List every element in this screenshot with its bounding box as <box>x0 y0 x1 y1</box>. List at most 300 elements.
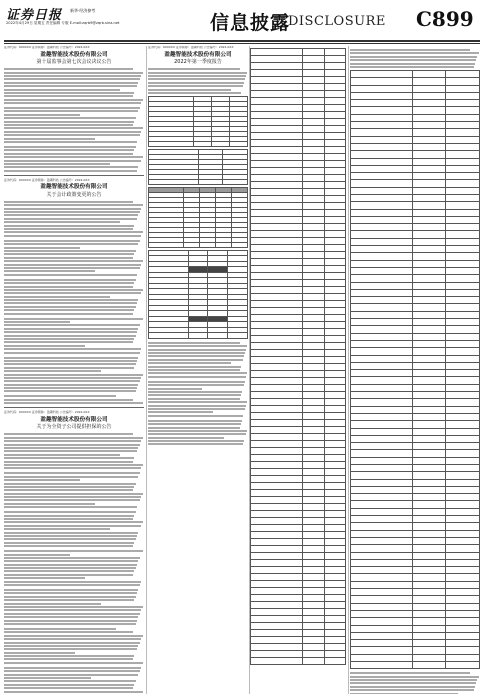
text-line <box>4 274 137 276</box>
report-body <box>148 68 248 94</box>
table-cell <box>412 406 446 413</box>
table-cell <box>446 370 480 377</box>
table-cell <box>324 427 345 434</box>
table-cell <box>446 443 480 450</box>
table-cell <box>324 420 345 427</box>
text-line <box>4 131 141 133</box>
text-line <box>4 170 137 172</box>
table-cell <box>412 377 446 384</box>
text-line <box>148 366 241 368</box>
table-row <box>251 49 346 56</box>
table-cell <box>351 559 413 566</box>
table-cell <box>324 378 345 385</box>
table-cell <box>446 355 480 362</box>
table-cell <box>446 362 480 369</box>
table-cell <box>324 175 345 182</box>
table-cell <box>303 224 324 231</box>
table-cell <box>351 151 413 158</box>
table-cell <box>351 610 413 617</box>
text-line <box>4 658 133 660</box>
table-cell <box>251 133 303 140</box>
text-line <box>148 376 246 378</box>
text-line <box>4 225 134 227</box>
table-cell <box>251 434 303 441</box>
table-cell <box>446 537 480 544</box>
table-cell <box>303 203 324 210</box>
table-cell <box>303 385 324 392</box>
table-row <box>351 647 480 654</box>
table-row <box>251 497 346 504</box>
table-cell <box>412 654 446 661</box>
table-cell <box>303 623 324 630</box>
table-row <box>251 637 346 644</box>
text-line <box>4 648 137 650</box>
table-cell <box>446 486 480 493</box>
table-row <box>251 574 346 581</box>
table-row <box>351 377 480 384</box>
table-cell <box>303 217 324 224</box>
table-row <box>351 136 480 143</box>
table-cell <box>412 413 446 420</box>
table-cell <box>351 129 413 136</box>
text-line <box>4 240 140 242</box>
table-cell <box>351 231 413 238</box>
table-row <box>351 70 480 77</box>
table-row <box>351 559 480 566</box>
text-line <box>4 677 91 679</box>
table-cell <box>351 319 413 326</box>
table-cell <box>412 326 446 333</box>
table-cell <box>303 210 324 217</box>
table-cell <box>412 224 446 231</box>
text-line <box>350 672 470 674</box>
table-cell <box>251 469 303 476</box>
table-cell <box>351 100 413 107</box>
table-cell <box>324 532 345 539</box>
table-cell <box>303 378 324 385</box>
text-line <box>148 443 243 445</box>
table-row <box>351 246 480 253</box>
text-line <box>4 535 137 537</box>
text-line <box>4 218 137 220</box>
table-row <box>251 287 346 294</box>
table-cell <box>251 602 303 609</box>
table-cell <box>251 238 303 245</box>
table-cell <box>303 637 324 644</box>
table-cell <box>446 348 480 355</box>
table-cell <box>303 245 324 252</box>
table-cell <box>251 504 303 511</box>
table-row <box>251 245 346 252</box>
table-cell <box>303 427 324 434</box>
text-line <box>4 662 143 664</box>
table-cell <box>324 434 345 441</box>
table-cell <box>223 179 248 184</box>
table-row <box>351 589 480 596</box>
table-cell <box>351 78 413 85</box>
table-cell <box>351 370 413 377</box>
table-cell <box>251 126 303 133</box>
table-row <box>251 525 346 532</box>
table-cell <box>251 210 303 217</box>
table-cell <box>351 413 413 420</box>
table-cell <box>351 472 413 479</box>
table-cell <box>251 455 303 462</box>
table-row <box>251 490 346 497</box>
table-cell <box>303 336 324 343</box>
text-line <box>350 52 479 54</box>
table-row <box>351 567 480 574</box>
table-row <box>351 479 480 486</box>
text-line <box>4 483 136 485</box>
table-cell <box>251 343 303 350</box>
table-row <box>251 161 346 168</box>
table-row <box>351 508 480 515</box>
table-cell <box>324 308 345 315</box>
column-d <box>350 46 480 694</box>
table-cell <box>324 567 345 574</box>
table-cell <box>251 175 303 182</box>
table-row <box>351 581 480 588</box>
table-cell <box>446 632 480 639</box>
table-cell <box>303 553 324 560</box>
table-cell <box>303 168 324 175</box>
table-cell <box>446 326 480 333</box>
text-line <box>4 89 120 91</box>
text-line <box>4 542 134 544</box>
table-cell <box>412 464 446 471</box>
table-cell <box>351 92 413 99</box>
table-cell <box>324 560 345 567</box>
table-cell <box>251 546 303 553</box>
table-cell <box>412 494 446 501</box>
table-cell <box>351 567 413 574</box>
table-cell <box>251 147 303 154</box>
table-cell <box>412 370 446 377</box>
table-cell <box>324 553 345 560</box>
table-cell <box>303 98 324 105</box>
text-line <box>4 102 141 104</box>
table-row <box>251 357 346 364</box>
table-cell <box>351 435 413 442</box>
table-cell <box>324 644 345 651</box>
table-row <box>251 280 346 287</box>
table-cell <box>412 508 446 515</box>
table-cell <box>412 537 446 544</box>
table-cell <box>351 122 413 129</box>
table-cell <box>303 77 324 84</box>
page-number: C899 <box>416 7 474 31</box>
text-line <box>4 447 138 449</box>
table-row <box>351 319 480 326</box>
table-row <box>351 625 480 632</box>
table-cell <box>446 107 480 114</box>
table-cell <box>446 129 480 136</box>
table-cell <box>251 567 303 574</box>
text-line <box>4 286 133 288</box>
table-cell <box>303 273 324 280</box>
table-cell <box>351 574 413 581</box>
table-cell <box>324 56 345 63</box>
table-cell <box>324 392 345 399</box>
table-row <box>251 399 346 406</box>
table-cell <box>351 632 413 639</box>
table-cell <box>251 658 303 665</box>
table-cell <box>193 141 211 146</box>
text-line <box>4 464 143 466</box>
text-line <box>4 581 141 583</box>
table-cell <box>251 329 303 336</box>
text-line <box>4 402 143 404</box>
table-cell <box>446 625 480 632</box>
text-line <box>4 360 137 362</box>
table-cell <box>303 392 324 399</box>
table-cell <box>446 114 480 121</box>
table-cell <box>412 202 446 209</box>
table-cell <box>303 259 324 266</box>
table-cell <box>446 158 480 165</box>
table-cell <box>324 602 345 609</box>
text-line <box>4 554 70 556</box>
notice-separator <box>4 175 144 176</box>
text-line <box>4 518 133 520</box>
text-line <box>4 264 141 266</box>
table-cell <box>351 545 413 552</box>
table-cell <box>251 161 303 168</box>
table-cell <box>324 189 345 196</box>
table-cell <box>303 476 324 483</box>
table-row <box>351 165 480 172</box>
text-line <box>148 359 243 361</box>
table-cell <box>412 260 446 267</box>
table-row <box>251 336 346 343</box>
report-tables <box>148 96 248 339</box>
text-line <box>4 567 136 569</box>
text-line <box>148 388 202 390</box>
table-row <box>251 595 346 602</box>
table-row <box>251 441 346 448</box>
table-cell <box>446 530 480 537</box>
text-line <box>148 82 244 84</box>
table-cell <box>303 497 324 504</box>
table-row <box>351 209 480 216</box>
text-line <box>4 592 137 594</box>
table-row <box>351 202 480 209</box>
table-cell <box>446 501 480 508</box>
table-cell <box>251 259 303 266</box>
text-line <box>4 228 133 230</box>
text-line <box>4 363 136 365</box>
table-row <box>351 406 480 413</box>
table-cell <box>351 530 413 537</box>
table-row <box>351 187 480 194</box>
table-cell <box>303 49 324 56</box>
report-body <box>148 342 248 446</box>
text-line <box>4 289 143 291</box>
table-cell <box>251 231 303 238</box>
table-row <box>351 662 480 669</box>
table-cell <box>251 511 303 518</box>
table-cell <box>446 319 480 326</box>
table-cell <box>303 140 324 147</box>
text-line <box>4 146 136 148</box>
table-cell <box>303 455 324 462</box>
table-cell <box>324 448 345 455</box>
table-cell <box>351 399 413 406</box>
table-cell <box>303 616 324 623</box>
table-cell <box>324 238 345 245</box>
table-cell <box>351 647 413 654</box>
table-cell <box>251 252 303 259</box>
table-cell <box>215 242 231 247</box>
table-cell <box>303 350 324 357</box>
table-cell <box>446 260 480 267</box>
table-cell <box>412 289 446 296</box>
table-cell <box>251 385 303 392</box>
text-line <box>148 440 244 442</box>
table-cell <box>351 654 413 661</box>
table-cell <box>412 479 446 486</box>
text-line <box>4 557 140 559</box>
table-cell <box>412 516 446 523</box>
notice-title: 第十届监事会第七次会议决议公告 <box>36 59 112 66</box>
table-cell <box>324 168 345 175</box>
table-cell <box>351 333 413 340</box>
table-cell <box>251 637 303 644</box>
table-row <box>251 273 346 280</box>
text-line <box>4 85 137 87</box>
table-cell <box>251 476 303 483</box>
table-cell <box>251 56 303 63</box>
table-cell <box>251 378 303 385</box>
table-cell <box>251 413 303 420</box>
table-cell <box>412 129 446 136</box>
table-row <box>251 91 346 98</box>
table-row <box>251 609 346 616</box>
text-line <box>4 231 143 233</box>
text-line <box>4 357 138 359</box>
text-line <box>4 620 137 622</box>
table-cell <box>412 267 446 274</box>
table-cell <box>303 112 324 119</box>
text-line <box>148 349 246 351</box>
table-row <box>251 343 346 350</box>
table-cell <box>446 603 480 610</box>
table-cell <box>446 253 480 260</box>
table-row <box>351 435 480 442</box>
table-cell <box>303 462 324 469</box>
table-cell <box>412 187 446 194</box>
text-line <box>148 391 242 393</box>
table-row <box>351 516 480 523</box>
table-row <box>351 603 480 610</box>
table-row <box>251 56 346 63</box>
table-cell <box>251 518 303 525</box>
table-row <box>251 84 346 91</box>
table-cell <box>412 165 446 172</box>
table-cell <box>324 140 345 147</box>
table-cell <box>412 348 446 355</box>
text-line <box>350 676 479 678</box>
table-cell <box>412 472 446 479</box>
table-cell <box>412 443 446 450</box>
table-cell <box>446 216 480 223</box>
text-line <box>350 49 470 51</box>
table-cell <box>303 371 324 378</box>
table-row <box>251 567 346 574</box>
table-cell <box>446 640 480 647</box>
table-cell <box>412 567 446 574</box>
text-line <box>4 444 140 446</box>
table-cell <box>412 311 446 318</box>
table-cell <box>446 392 480 399</box>
masthead <box>0 0 484 42</box>
table-cell <box>412 581 446 588</box>
table-cell <box>412 238 446 245</box>
table-cell <box>251 497 303 504</box>
table-cell <box>303 630 324 637</box>
table-cell <box>351 289 413 296</box>
table-cell <box>303 518 324 525</box>
table-cell <box>446 435 480 442</box>
table-row <box>351 238 480 245</box>
data-table <box>148 187 248 248</box>
table-cell <box>251 217 303 224</box>
notice-title: 关于为全资子公司提供担保的公告 <box>36 424 112 431</box>
table-cell <box>351 392 413 399</box>
table-cell <box>446 610 480 617</box>
table-cell <box>351 304 413 311</box>
text-line <box>4 680 136 682</box>
table-row <box>351 333 480 340</box>
text-line <box>4 141 137 143</box>
table-cell <box>351 450 413 457</box>
table-cell <box>324 581 345 588</box>
table-cell <box>303 539 324 546</box>
table-cell <box>251 588 303 595</box>
text-line <box>4 296 110 298</box>
table-cell <box>303 343 324 350</box>
table-cell <box>412 428 446 435</box>
table-cell <box>412 92 446 99</box>
table-cell <box>303 406 324 413</box>
table-cell <box>351 596 413 603</box>
table-cell <box>251 651 303 658</box>
table-cell <box>412 530 446 537</box>
table-cell <box>412 136 446 143</box>
table-cell <box>351 581 413 588</box>
text-line <box>4 247 80 249</box>
table-cell <box>412 647 446 654</box>
table-row <box>351 78 480 85</box>
table-cell <box>303 525 324 532</box>
text-line <box>4 72 143 74</box>
table-cell <box>251 112 303 119</box>
table-cell <box>412 209 446 216</box>
table-row <box>251 308 346 315</box>
text-line <box>148 75 246 77</box>
table-row <box>251 63 346 70</box>
table-cell <box>351 282 413 289</box>
table-cell <box>446 589 480 596</box>
table-cell <box>183 242 199 247</box>
report-title: 2022年第一季度报告 <box>174 59 222 66</box>
text-line <box>148 430 247 432</box>
table-cell <box>303 504 324 511</box>
table-row <box>351 114 480 121</box>
text-line <box>4 479 80 481</box>
table-cell <box>149 141 194 146</box>
